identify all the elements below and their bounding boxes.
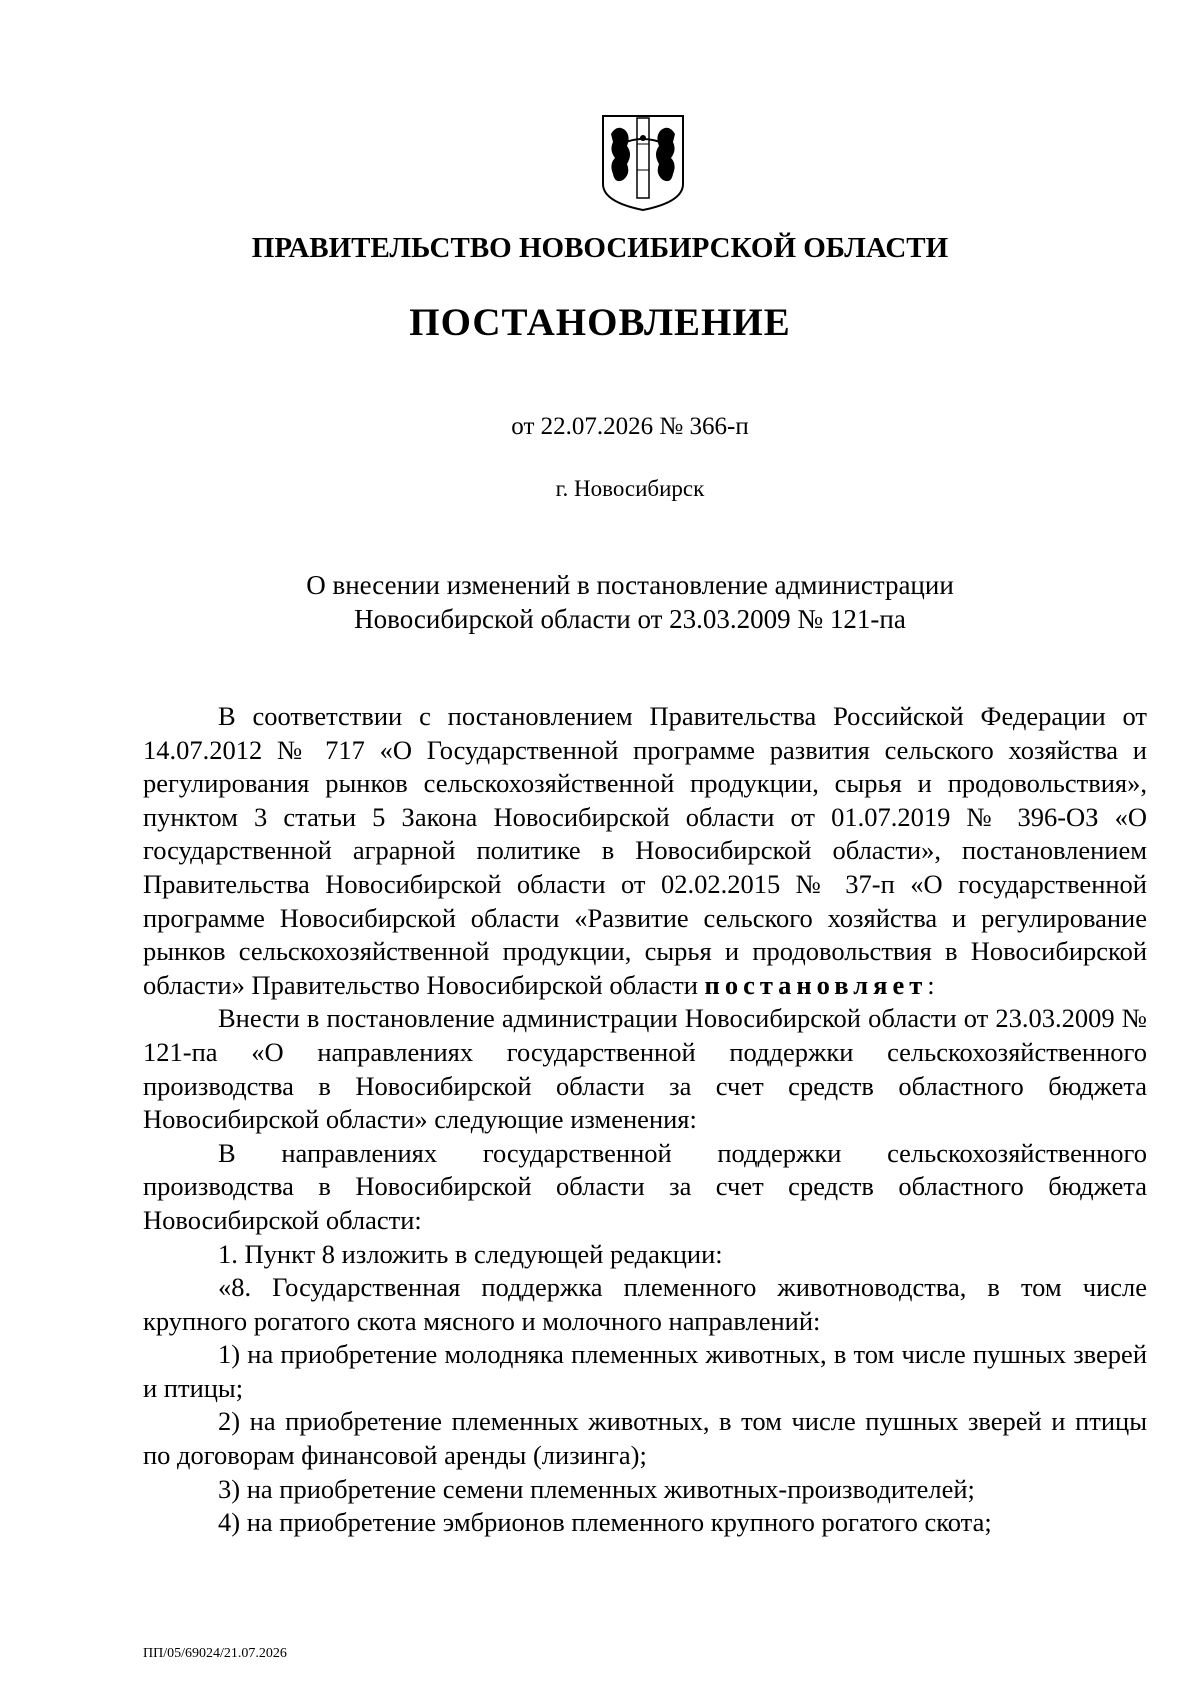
- document-body: [143, 700, 1147, 1540]
- paragraph-item-1: 1. Пункт 8 изложить в следующей редакции:: [218, 1238, 723, 1269]
- paragraph-introduce-changes: Внести в постановление администрации Новосибирской области от 23.03.2009 № 121-па «О направлениях государственной поддержки сельскохозяйственного производства в Новосибирской области за счет средств областного бюджета Новосибирской области» следующие изменения:: [143, 1003, 1147, 1135]
- preamble-colon: :: [927, 969, 935, 1000]
- subject-line-2: Новосибирской области от 23.03.2009 № 121-па: [354, 604, 906, 634]
- document-code: ПП/05/69024/21.07.2026: [143, 1646, 287, 1661]
- organization-title: ПРАВИТЕЛЬСТВО НОВОСИБИРСКОЙ ОБЛАСТИ: [251, 232, 949, 264]
- list-item-3: 3) на приобретение семени племенных животных-производителей;: [218, 1473, 975, 1504]
- list-item-1: 1) на приобретение молодняка племенных животных, в том числе пушных зверей и птицы;: [143, 1339, 1147, 1403]
- subject-line-1: О внесении изменений в постановление администрации: [306, 570, 954, 600]
- paragraph-item-8: «8. Государственная поддержка племенного животноводства, в том числе крупного рогатого скота мясного и молочного направлений:: [143, 1272, 1147, 1336]
- document-type-title: ПОСТАНОВЛЕНИЕ: [409, 301, 791, 344]
- novosibirsk-coat-of-arms-icon: [601, 114, 685, 212]
- paragraph-directions: В направлениях государственной поддержки сельскохозяйственного производства в Новосибирской области за счет средств областного бюджета Новосибирской области:: [143, 1137, 1147, 1235]
- city: г. Новосибирск: [555, 476, 705, 501]
- date-number: от 22.07.2026 № 366-п: [511, 413, 749, 440]
- decree-keyword: постановляет: [704, 969, 928, 1000]
- list-item-4: 4) на приобретение эмбрионов племенного крупного рогатого скота;: [218, 1507, 992, 1538]
- list-item-2: 2) на приобретение племенных животных, в том числе пушных зверей и птицы по договорам финансовой аренды (лизинга);: [143, 1406, 1147, 1471]
- paragraph-preamble: [143, 700, 1147, 1002]
- preamble-text: В соответствии с постановлением Правительства Российской Федерации от 14.07.2012 № 717 «О Государственной программе развития сельского хозяйства и регулирования рынков сельскохозяйственной продукции, сырья и продовольствия», пунктом 3 статьи 5 Закона Новосибирской области от 01.07.2019 № 396-ОЗ «О государственной аграрной политике в Новосибирской области», постановлением Правительства Новосибирской области от 02.02.2015 № 37-п «О государственной программе Новосибирской области «Развитие сельского хозяйства и регулирование рынков сельскохозяйственной продукции, сырья и продовольствия в Новосибирской области» Правительство Новосибирской области: [143, 701, 1147, 1000]
- subject-heading: [0, 568, 1200, 636]
